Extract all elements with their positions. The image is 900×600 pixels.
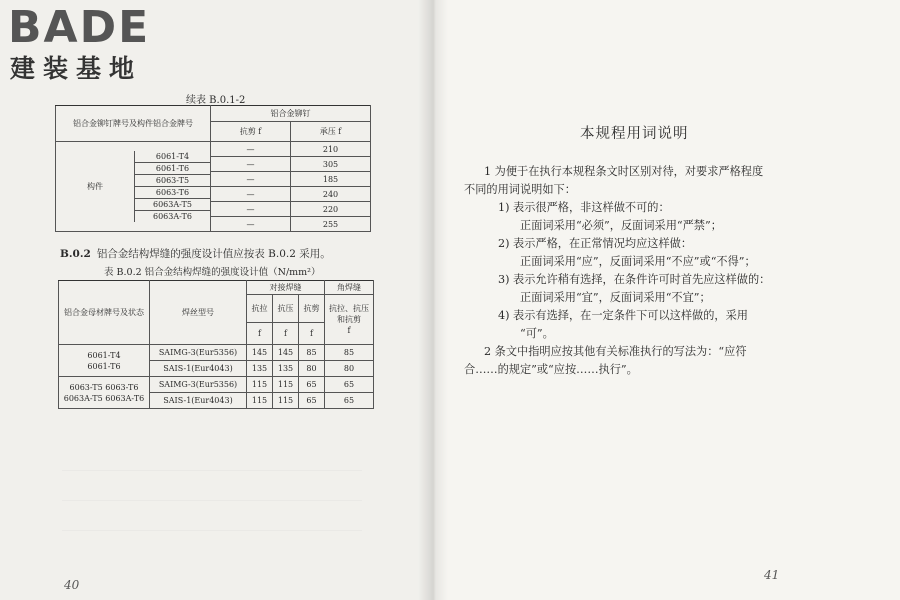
bleed-through-line <box>62 500 362 501</box>
bearing-cell: 240 <box>291 187 371 202</box>
clause-2-line1: 2 条文中指明应按其他有关标准执行的写法为：“应符 <box>484 345 747 358</box>
shear-cell: — <box>211 217 291 232</box>
value-cell: 145 <box>273 345 299 361</box>
fillet-sub-label: 抗拉、抗压和抗剪 <box>329 304 369 324</box>
page-number-left: 40 <box>64 578 80 592</box>
header-compression: 抗压 <box>273 295 299 323</box>
value-cell: 80 <box>325 361 374 377</box>
page-title: 本规程用词说明 <box>580 126 689 142</box>
item-2-line1: 2) 表示严格，在正常情况均应这样做： <box>498 237 693 250</box>
item-4-line1: 4) 表示有选择，在一定条件下可以这样做的，采用 <box>498 309 748 322</box>
clause-1-line2: 不同的用词说明如下： <box>464 183 576 196</box>
grade-cell: 6061-T4 <box>155 152 190 161</box>
grade-cell: 6063A-T6 <box>135 211 211 223</box>
value-cell: 145 <box>247 345 273 361</box>
value-cell: 80 <box>299 361 325 377</box>
item-3-line1: 3) 表示允许稍有选择，在条件许可时首先应这样做的： <box>498 273 771 286</box>
item-1-line1: 1) 表示很严格，非这样做不可的： <box>498 201 670 214</box>
header-material: 铝合金母材牌号及状态 <box>59 281 150 345</box>
wire-cell: SAIS-1(Eur4043) <box>150 361 247 377</box>
grade-cell: 6063-T6 <box>135 187 211 199</box>
item-4-line2: “可”。 <box>520 327 554 340</box>
value-cell: 115 <box>247 393 273 409</box>
book-gutter <box>418 0 448 600</box>
header-bearing: 承压 f <box>291 122 371 142</box>
header-shear: 抗剪 f <box>211 122 291 142</box>
value-cell: 115 <box>273 393 299 409</box>
grade-cell: 6063A-T5 <box>135 199 211 211</box>
bearing-cell: 185 <box>291 172 371 187</box>
clause-2-line2: 合……的规定”或“应按……执行”。 <box>464 363 638 376</box>
value-cell: 65 <box>299 393 325 409</box>
wire-cell: SAIMG-3(Eur5356) <box>150 345 247 361</box>
grade-cell: 6061-T6 <box>135 163 211 175</box>
shear-cell: — <box>211 187 291 202</box>
header-butt-weld: 对接焊缝 <box>247 281 325 295</box>
section-b02 <box>60 246 331 261</box>
material-cell: 6061-T4 6061-T6 <box>59 345 150 377</box>
weld-strength-table <box>58 280 374 409</box>
wire-cell: SAIS-1(Eur4043) <box>150 393 247 409</box>
value-cell: 115 <box>247 377 273 393</box>
table1-caption: 续表 B.0.1-2 <box>186 95 246 106</box>
section-text: 铝合金结构焊缝的强度设计值应按表 B.0.2 采用。 <box>96 248 331 260</box>
grade-cell: 6063-T5 <box>135 175 211 187</box>
table2-caption: 表 B.0.2 铝合金结构焊缝的强度设计值（N/mm²） <box>104 267 321 278</box>
header-material: 铝合金铆钉牌号及构件铝合金牌号 <box>56 106 211 142</box>
bade-logo <box>8 4 183 84</box>
rivet-strength-table <box>55 105 371 232</box>
row-label-member: 构件 <box>56 151 135 222</box>
section-number: B.0.2 <box>60 248 91 260</box>
clause-1-line1: 1 为便于在执行本规程条文时区别对待，对要求严格程度 <box>484 165 764 178</box>
symbol-compression: f <box>273 323 299 345</box>
material-cell: 6063-T5 6063-T6 6063A-T5 6063A-T6 <box>59 377 150 409</box>
logo-word: BADE <box>8 2 151 53</box>
header-rivet: 铝合金铆钉 <box>211 106 371 122</box>
bearing-cell: 210 <box>291 142 371 157</box>
wire-cell: SAIMG-3(Eur5356) <box>150 377 247 393</box>
value-cell: 65 <box>325 377 374 393</box>
symbol-shear: f <box>299 323 325 345</box>
item-2-line2: 正面词采用“应”，反面词采用“不应”或“不得”； <box>520 255 756 268</box>
symbol-tension: f <box>247 323 273 345</box>
header-fillet-weld: 角焊缝 <box>325 281 374 295</box>
value-cell: 135 <box>247 361 273 377</box>
header-tension: 抗拉 <box>247 295 273 323</box>
shear-cell: — <box>211 202 291 217</box>
fillet-symbol: f <box>347 326 351 335</box>
value-cell: 65 <box>299 377 325 393</box>
page-number-right: 41 <box>764 568 780 582</box>
value-cell: 65 <box>325 393 374 409</box>
bearing-cell: 255 <box>291 217 371 232</box>
value-cell: 135 <box>273 361 299 377</box>
shear-cell: — <box>211 142 291 157</box>
bearing-cell: 220 <box>291 202 371 217</box>
header-wire: 焊丝型号 <box>150 281 247 345</box>
bearing-cell: 305 <box>291 157 371 172</box>
value-cell: 85 <box>299 345 325 361</box>
value-cell: 115 <box>273 377 299 393</box>
shear-cell: — <box>211 172 291 187</box>
logo-chinese: 建装基地 <box>10 54 143 83</box>
header-shear: 抗剪 <box>299 295 325 323</box>
bleed-through-line <box>62 530 362 531</box>
value-cell: 85 <box>325 345 374 361</box>
header-fillet-all <box>325 295 374 345</box>
shear-cell: — <box>211 157 291 172</box>
item-1-line2: 正面词采用“必须”，反面词采用“严禁”； <box>520 219 722 232</box>
item-3-line2: 正面词采用“宜”，反面词采用“不宜”； <box>520 291 711 304</box>
bleed-through-line <box>62 470 362 471</box>
